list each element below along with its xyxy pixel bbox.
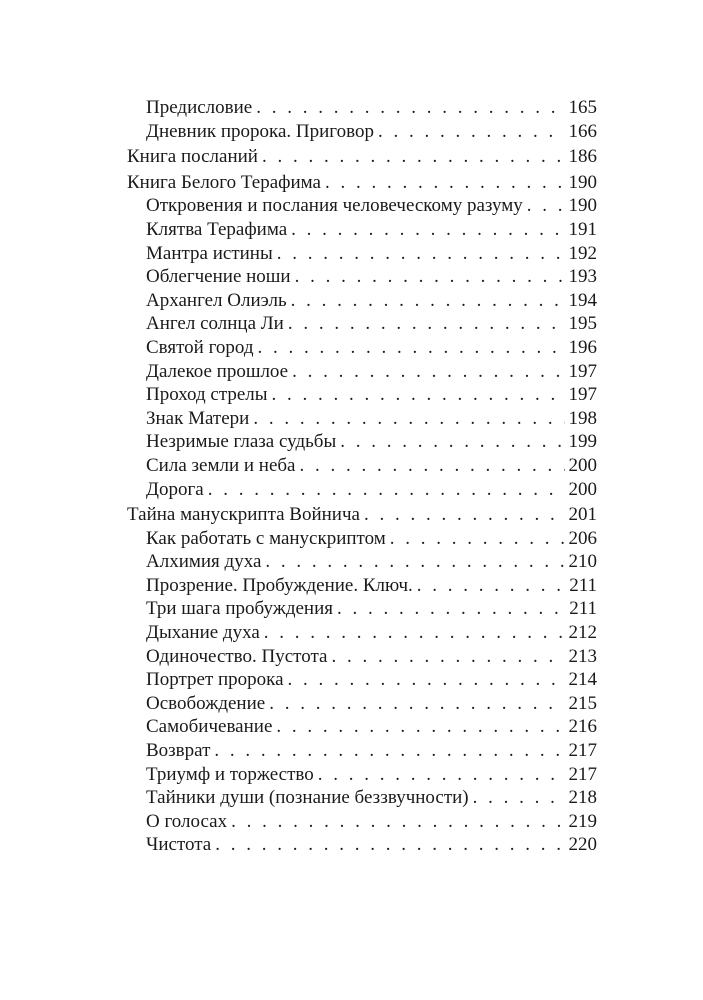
dot-leader bbox=[264, 621, 565, 645]
toc-entry-title: Чистота bbox=[146, 834, 212, 856]
dot-leader bbox=[325, 171, 565, 195]
toc-entry-title: Книга посланий bbox=[127, 146, 258, 168]
toc-entry-title: Дорога bbox=[146, 478, 204, 500]
toc-entry-title: Клятва Терафима bbox=[146, 218, 288, 240]
dot-leader bbox=[265, 550, 564, 574]
dot-leader bbox=[318, 763, 565, 787]
toc-entry-page-number: 217 bbox=[568, 763, 597, 785]
toc-entry-page-number: 165 bbox=[568, 97, 597, 118]
dot-leader bbox=[295, 265, 565, 289]
toc-entry-title: Незримые глаза судьбы bbox=[146, 431, 337, 453]
toc-entry bbox=[127, 763, 597, 787]
toc-entry bbox=[127, 833, 597, 857]
toc-entry-title: Триумф и торжество bbox=[146, 763, 314, 785]
toc-entry bbox=[127, 265, 597, 289]
dot-leader bbox=[231, 810, 564, 834]
toc-entry bbox=[127, 597, 597, 621]
toc-entry bbox=[127, 407, 597, 431]
dot-leader bbox=[215, 833, 564, 857]
toc-entry bbox=[127, 645, 597, 669]
toc-entry-page-number: 220 bbox=[568, 834, 597, 856]
toc-entry-page-number: 200 bbox=[568, 478, 597, 500]
toc-entry-title: Возврат bbox=[146, 740, 211, 762]
toc-entry-page-number: 166 bbox=[568, 120, 597, 142]
toc-entry-title: Знак Матери bbox=[146, 407, 250, 429]
dot-leader bbox=[331, 645, 564, 669]
toc-entry-title: Архангел Олиэль bbox=[146, 289, 287, 311]
toc-entry-page-number: 198 bbox=[568, 407, 597, 429]
dot-leader bbox=[288, 312, 565, 336]
dot-leader bbox=[417, 574, 565, 598]
dot-leader bbox=[527, 194, 565, 218]
toc-entry-page-number: 215 bbox=[568, 692, 597, 714]
toc-entry-page-number: 186 bbox=[568, 146, 597, 168]
toc-entry-title: Три шага пробуждения bbox=[146, 598, 334, 620]
dot-leader bbox=[364, 503, 565, 527]
dot-leader bbox=[340, 430, 564, 454]
toc-entry-page-number: 190 bbox=[568, 195, 597, 217]
toc-entry-page-number: 206 bbox=[568, 527, 597, 549]
dot-leader bbox=[337, 597, 565, 621]
toc-entry-page-number: 211 bbox=[569, 598, 597, 620]
table-of-contents bbox=[127, 96, 597, 857]
toc-entry bbox=[127, 550, 597, 574]
toc-entry bbox=[127, 692, 597, 716]
toc-entry-title: Ангел солнца Ли bbox=[146, 313, 284, 335]
dot-leader bbox=[291, 289, 565, 313]
toc-entry bbox=[127, 218, 597, 242]
toc-entry bbox=[127, 383, 597, 407]
dot-leader bbox=[214, 739, 564, 763]
toc-entry-title: Самобичевание bbox=[146, 716, 273, 738]
toc-entry-page-number: 196 bbox=[568, 336, 597, 358]
toc-entry-title: Сила земли и неба bbox=[146, 454, 296, 476]
dot-leader bbox=[277, 242, 565, 266]
toc-entry-title: Портрет пророка bbox=[146, 669, 284, 691]
toc-entry-page-number: 212 bbox=[568, 622, 597, 644]
dot-leader bbox=[258, 336, 565, 360]
toc-entry-page-number: 211 bbox=[569, 574, 597, 596]
toc-entry-title: Проход стрелы bbox=[146, 384, 268, 406]
toc-entry-title: Святой город bbox=[146, 336, 254, 358]
toc-entry-title: Как работать с манускриптом bbox=[146, 527, 386, 549]
toc-entry-title: Алхимия духа bbox=[146, 551, 262, 573]
dot-leader bbox=[256, 96, 564, 120]
toc-entry-title: Прозрение. Пробуждение. Ключ. bbox=[146, 574, 413, 596]
toc-entry bbox=[127, 739, 597, 763]
toc-entry-page-number: 214 bbox=[568, 669, 597, 691]
toc-entry-page-number: 218 bbox=[568, 787, 597, 809]
dot-leader bbox=[378, 120, 565, 144]
toc-entry bbox=[127, 312, 597, 336]
toc-section-entry bbox=[127, 171, 597, 195]
toc-entry-page-number: 193 bbox=[568, 266, 597, 288]
dot-leader bbox=[288, 668, 565, 692]
toc-section-entry bbox=[127, 503, 597, 527]
toc-entry bbox=[127, 668, 597, 692]
toc-entry bbox=[127, 715, 597, 739]
toc-entry bbox=[127, 810, 597, 834]
dot-leader bbox=[300, 454, 565, 478]
toc-entry-page-number: 219 bbox=[568, 810, 597, 832]
dot-leader bbox=[390, 527, 565, 551]
dot-leader bbox=[253, 407, 564, 431]
toc-entry-page-number: 217 bbox=[568, 740, 597, 762]
toc-entry-page-number: 191 bbox=[568, 218, 597, 240]
toc-entry-title: Далекое прошлое bbox=[146, 360, 289, 382]
dot-leader bbox=[291, 218, 564, 242]
toc-entry bbox=[127, 194, 597, 218]
toc-entry bbox=[127, 336, 597, 360]
toc-entry bbox=[127, 478, 597, 502]
toc-entry-page-number: 197 bbox=[568, 384, 597, 406]
dot-leader bbox=[262, 145, 565, 169]
toc-entry-page-number: 194 bbox=[568, 289, 597, 311]
toc-entry bbox=[127, 786, 597, 810]
toc-entry-title: Одиночество. Пустота bbox=[146, 645, 328, 667]
toc-entry-title: Тайники души (познание беззвучности) bbox=[146, 787, 469, 809]
dot-leader bbox=[269, 692, 564, 716]
toc-entry bbox=[127, 454, 597, 478]
toc-entry-page-number: 201 bbox=[568, 504, 597, 526]
toc-entry bbox=[127, 242, 597, 266]
toc-entry-page-number: 192 bbox=[568, 242, 597, 264]
toc-entry-page-number: 200 bbox=[568, 454, 597, 476]
toc-section-entry bbox=[127, 145, 597, 169]
toc-entry bbox=[127, 430, 597, 454]
toc-entry-page-number: 213 bbox=[568, 645, 597, 667]
toc-entry-page-number: 210 bbox=[568, 551, 597, 573]
toc-entry bbox=[127, 574, 597, 598]
toc-entry-title: Освобождение bbox=[146, 692, 266, 714]
toc-entry bbox=[127, 360, 597, 384]
toc-entry-title: Тайна манускрипта Войнича bbox=[127, 504, 360, 526]
dot-leader bbox=[276, 715, 564, 739]
dot-leader bbox=[208, 478, 565, 502]
toc-entry bbox=[127, 289, 597, 313]
toc-entry-title: Предисловие bbox=[146, 97, 253, 118]
dot-leader bbox=[292, 360, 564, 384]
toc-entry-page-number: 199 bbox=[568, 431, 597, 453]
toc-entry-title: Мантра истины bbox=[146, 242, 273, 264]
toc-entry-title: Откровения и послания человеческому разуму bbox=[146, 195, 523, 217]
dot-leader bbox=[473, 786, 565, 810]
toc-entry-title: Дневник пророка. Приговор bbox=[146, 120, 374, 142]
toc-entry-title: Книга Белого Терафима bbox=[127, 171, 321, 193]
toc-entry-title: Дыхание духа bbox=[146, 622, 260, 644]
toc-entry-page-number: 216 bbox=[568, 716, 597, 738]
toc-entry-page-number: 195 bbox=[568, 313, 597, 335]
toc-entry-title: О голосах bbox=[146, 810, 228, 832]
toc-entry bbox=[127, 96, 597, 120]
toc-entry-title: Облегчение ноши bbox=[146, 266, 291, 288]
toc-entry-page-number: 190 bbox=[568, 171, 597, 193]
toc-entry bbox=[127, 621, 597, 645]
toc-entry-page-number: 197 bbox=[568, 360, 597, 382]
dot-leader bbox=[272, 383, 565, 407]
toc-entry bbox=[127, 527, 597, 551]
toc-entry bbox=[127, 120, 597, 144]
